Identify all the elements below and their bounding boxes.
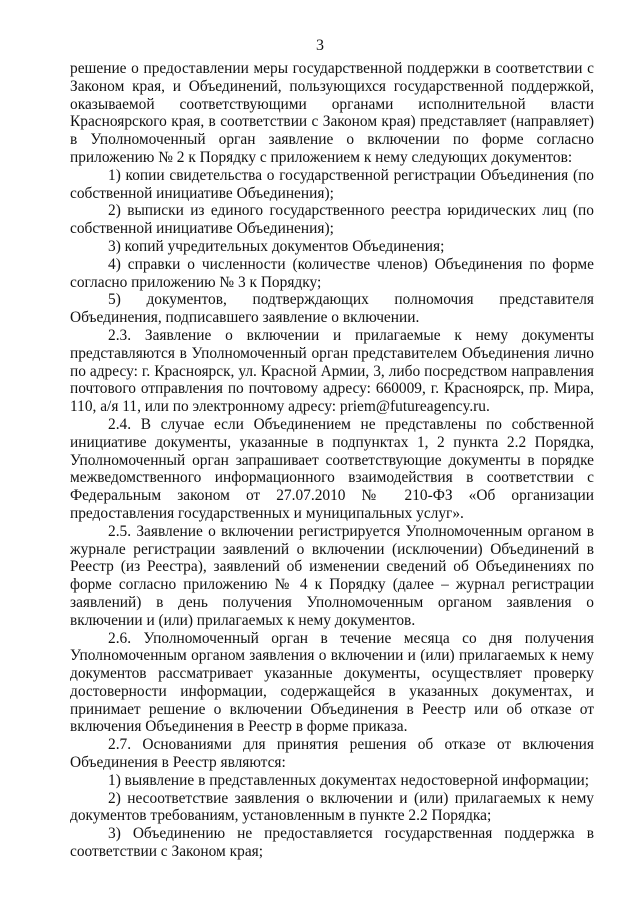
list-item-membership-certificate: 4) справки о численности (количестве членов) Объединения по форме согласно приложению № 3 к Порядку; [70,255,594,291]
document-body [70,60,594,861]
list-item-nonconformity: 2) несоответствие заявления о включении и (или) прилагаемых к нему документов требованиям, установленным в пункте 2.2 Порядка; [70,789,594,825]
paragraph-continuation: решение о предоставлении меры государственной поддержки в соответствии с Законом края, и Объединений, пользующихся государственной поддержкой, оказываемой соответствующими органами исполнительной власти Красноярского края, в соответствии с Законом края) представляет (направляет) в Уполномоченный орган заявление о включении по форме согласно приложению № 2 к Порядку с приложением к нему следующих документов: [70,60,594,166]
clause-2-5: 2.5. Заявление о включении регистрируется Уполномоченным органом в журнале регистрации заявлений о включении (исключении) Объединений в Реестр (из Реестра), заявлений об изменении сведений об Объединениях по форме согласно приложению № 4 к Порядку (далее – журнал регистрации заявлений) в день получения Уполномоченным органом заявления о включении и (или) прилагаемых к нему документов. [70,522,594,629]
list-item-registry-extract: 2) выписки из единого государственного реестра юридических лиц (по собственной инициативе Объединения); [70,202,594,238]
page-number: 3 [316,37,324,54]
clause-2-6: 2.6. Уполномоченный орган в течение месяца со дня получения Уполномоченным органом заявления о включении и (или) прилагаемых к нему документов рассматривает указанные документы, осуществляет проверку достоверности информации, содержащейся в указанных документах, и принимает решение о включении Объединения в Реестр или об отказе от включения Объединения в Реестр в форме приказа. [70,629,594,736]
list-item-founding-documents: 3) копий учредительных документов Объединения; [108,237,445,255]
list-item-false-information: 1) выявление в представленных документах недостоверной информации; [108,771,590,789]
clause-2-7: 2.7. Основаниями для принятия решения об отказе от включения Объединения в Реестр являются: [70,736,594,772]
list-item-representative-authority: 5) документов, подтверждающих полномочия представителя Объединения, подписавшего заявление о включении. [70,291,594,327]
clause-2-3: 2.3. Заявление о включении и прилагаемые к нему документы представляются в Уполномоченный орган представителем Объединения лично по адресу: г. Красноярск, ул. Красной Армии, 3, либо посредством направления почтового отправления по почтовому адресу: 660009, г. Красноярск, пр. Мира, 110, а/я 11, или по электронному адресу: priem@futureagency.ru. [70,326,594,416]
list-item-certificate-copy: 1) копии свидетельства о государственной регистрации Объединения (по собственной инициативе Объединения); [70,166,594,202]
list-item-no-support: 3) Объединению не предоставляется государственная поддержка в соответствии с Законом края; [70,825,594,861]
clause-2-4: 2.4. В случае если Объединением не представлены по собственной инициативе документы, указанные в подпунктах 1, 2 пункта 2.2 Порядка, Уполномоченный орган запрашивает соответствующие документы в порядке межведомственного информационного взаимодействия в соответствии с Федеральным законом от 27.07.2010 № 210-ФЗ «Об организации предоставления государственных и муниципальных услуг». [70,415,594,522]
